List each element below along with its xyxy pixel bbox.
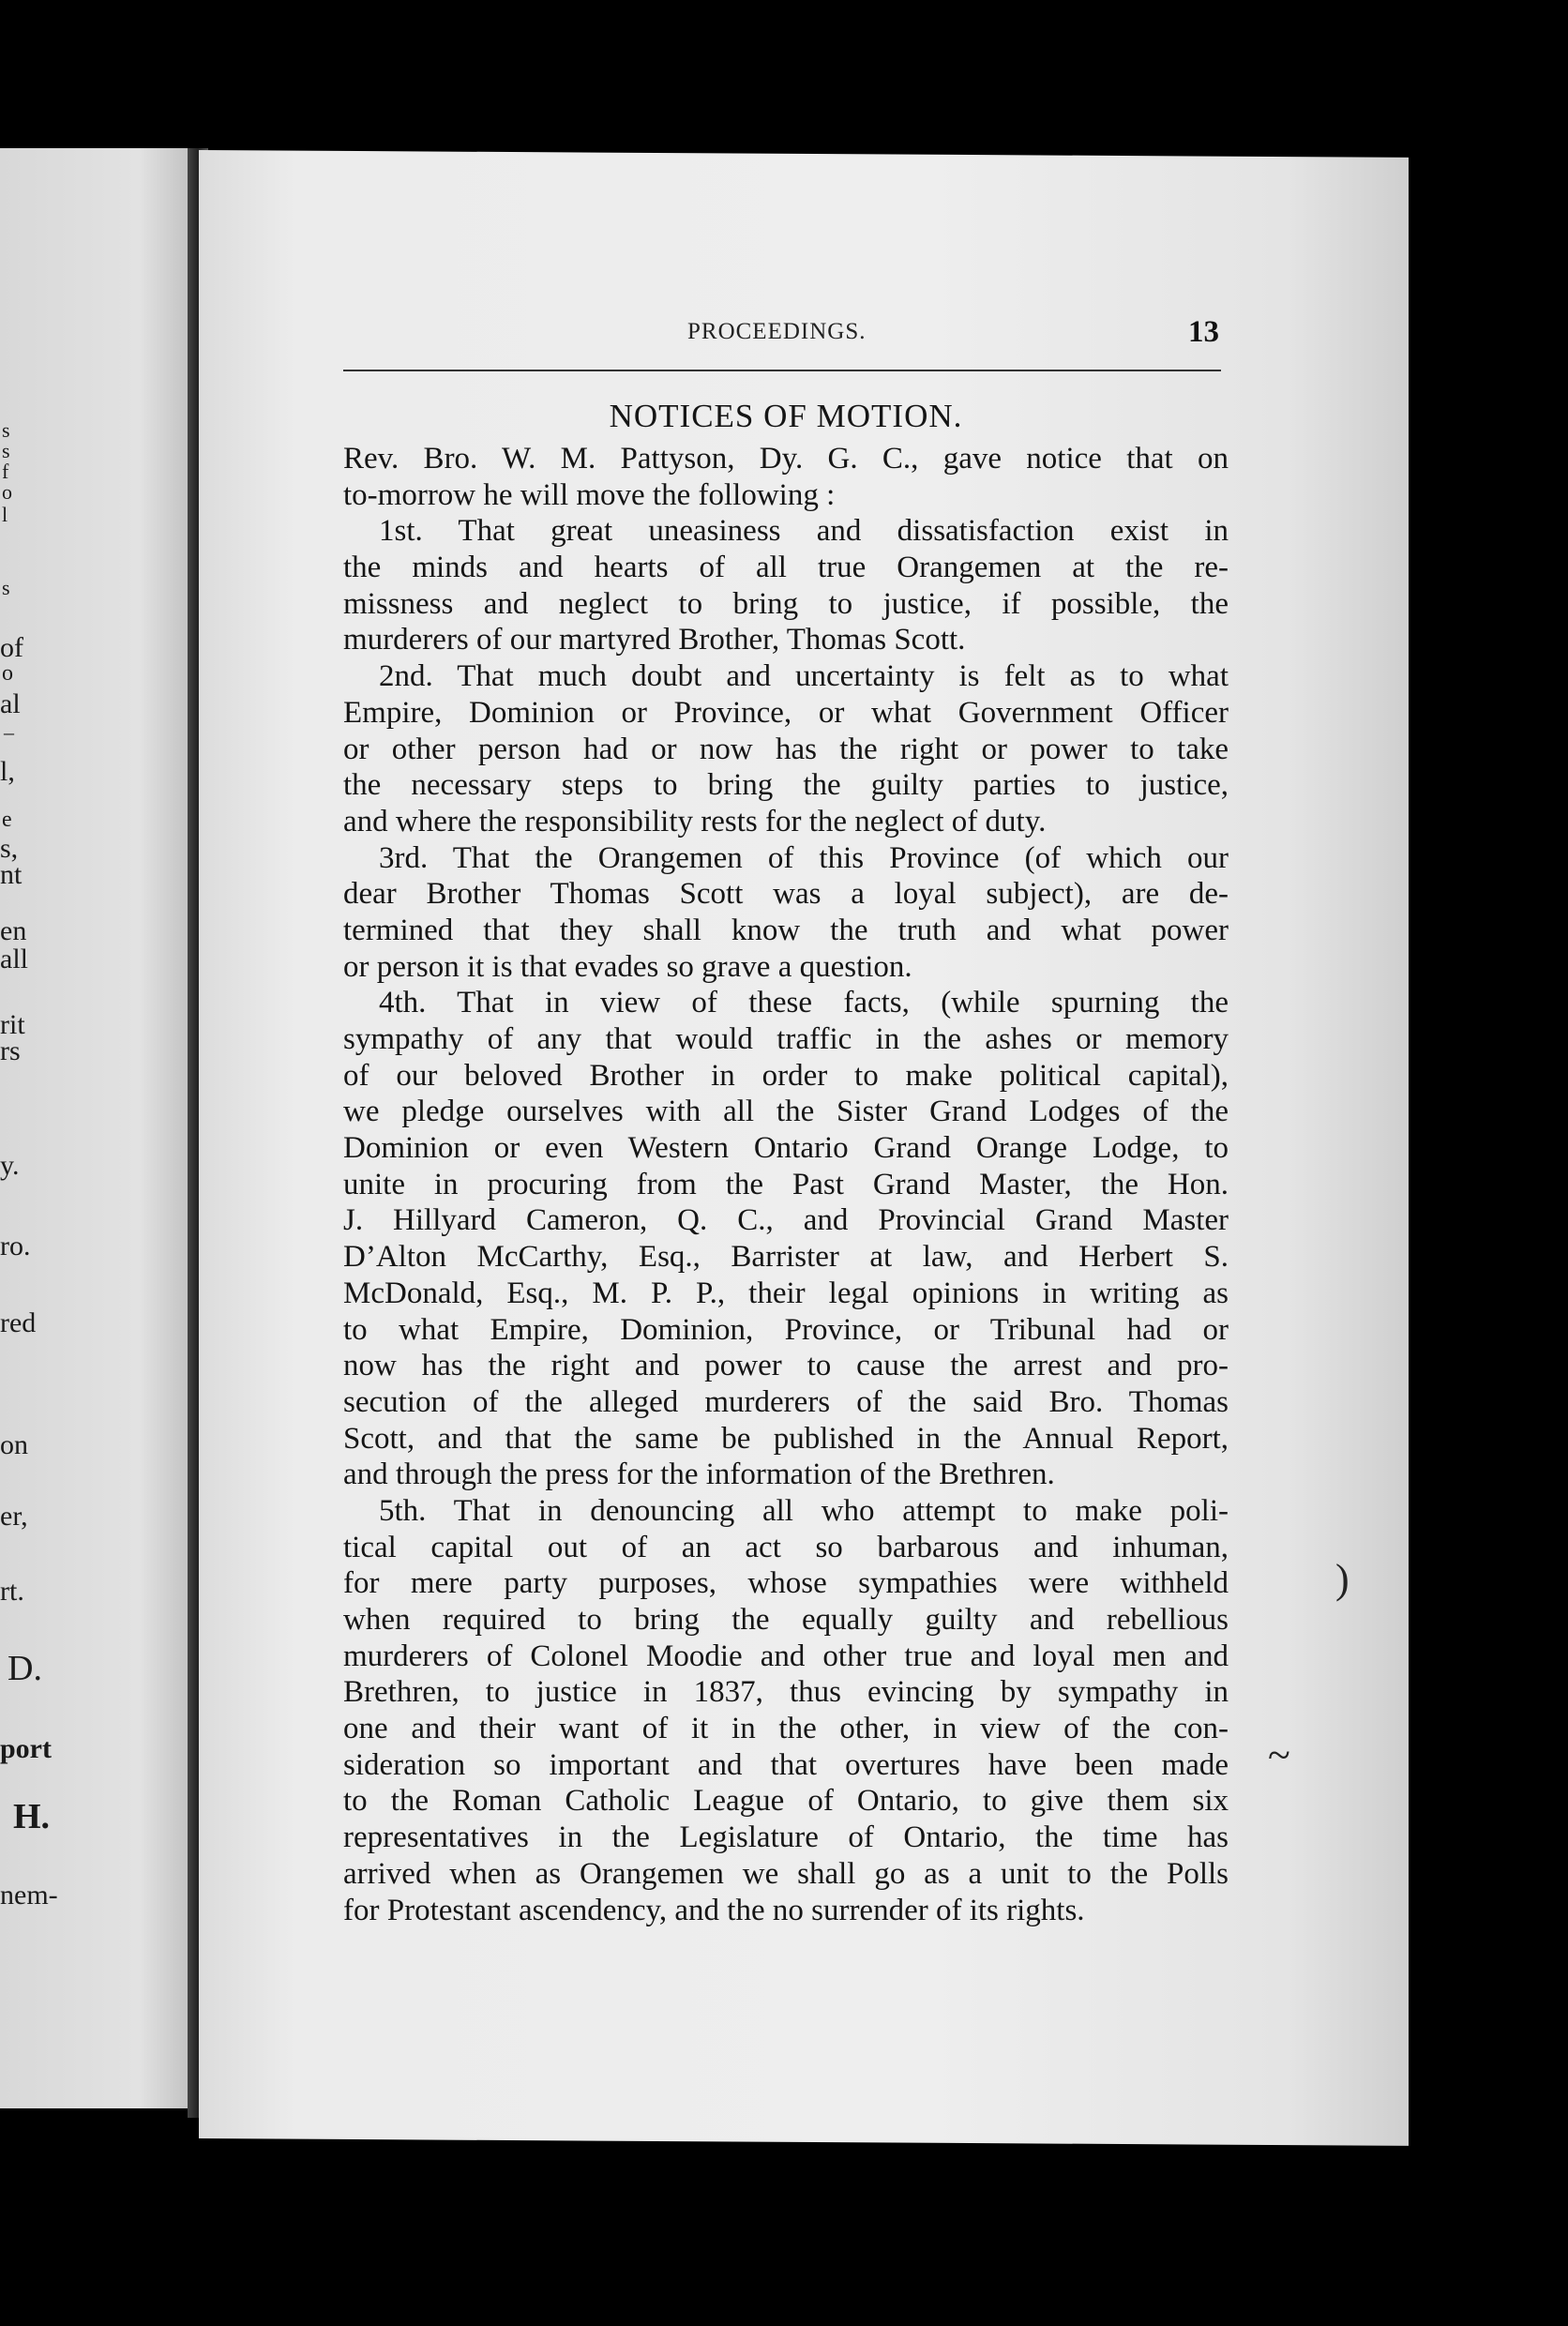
left-facing-page (0, 148, 199, 2108)
text-line: sideration so important and that overtures have been made (343, 1747, 1229, 1782)
text-line: when required to bring the equally guilty and rebellious (343, 1603, 1229, 1637)
text-line: termined that they shall know the truth and what power (343, 913, 1229, 947)
text-line: 4th. That in view of these facts, (while spurning the (379, 986, 1229, 1020)
text-line: representatives in the Legislature of Ontario, the time has (343, 1820, 1229, 1855)
left-page-fragment: – (4, 720, 14, 744)
text-line: J. Hillyard Cameron, Q. C., and Provincial Grand Master (343, 1203, 1229, 1238)
text-line: 1st. That great uneasiness and dissatisfaction exist in (379, 514, 1229, 549)
text-line: murderers of Colonel Moodie and other true and loyal men and (343, 1639, 1229, 1673)
left-page-fragment: al (0, 688, 21, 719)
body-text (343, 441, 1229, 1928)
left-page-fragment: rs (0, 1035, 21, 1066)
paragraph (343, 513, 1229, 658)
text-line: tical capital out of an act so barbarous and inhuman, (343, 1530, 1229, 1564)
text-line: to-morrow he will move the following : (343, 477, 836, 512)
text-line: Scott, and that the same be published in the Annual Report, (343, 1421, 1229, 1456)
left-page-fragment: s (2, 439, 10, 462)
margin-pencil-mark: ~ (1268, 1732, 1290, 1778)
left-page-fragment: rt. (0, 1576, 24, 1607)
text-line: the minds and hearts of all true Orangemen at the re- (343, 551, 1229, 585)
text-line: 2nd. That much doubt and uncertainty is felt as to what (379, 659, 1229, 694)
running-header (345, 315, 1227, 353)
left-page-fragment: nem- (0, 1880, 58, 1911)
header-rule (343, 370, 1221, 371)
text-line: 5th. That in denouncing all who attempt to make poli- (379, 1493, 1229, 1528)
left-page-fragment: l (2, 503, 8, 526)
left-page-fragment: s, (0, 833, 19, 864)
text-line: or other person had or now has the right or power to take (343, 732, 1229, 766)
running-title: PROCEEDINGS. (687, 319, 867, 344)
paragraph (343, 985, 1229, 1493)
left-page-fragment: rit (0, 1009, 25, 1040)
left-page-fragment: o (2, 661, 13, 686)
left-page-fragment: o (2, 480, 12, 504)
text-line: we pledge ourselves with all the Sister Grand Lodges of the (343, 1095, 1229, 1129)
left-page-fragment: l, (0, 756, 15, 787)
text-line: missness and neglect to bring to justice, if possible, the (343, 586, 1229, 621)
left-page-fragment: nt (0, 859, 23, 890)
left-page-fragment: s (2, 418, 10, 442)
left-page-fragment: en (0, 915, 27, 946)
text-line: to the Roman Catholic League of Ontario, to give them six (343, 1784, 1229, 1819)
text-line: sympathy of any that would traffic in the ashes or memory (343, 1022, 1229, 1056)
text-line: now has the right and power to cause the arrest and pro- (343, 1349, 1229, 1383)
left-page-fragment: of (0, 632, 23, 663)
text-line: arrived when as Orangemen we shall go as a unit to the Polls (343, 1856, 1229, 1891)
paragraph (343, 441, 1229, 513)
text-line: or person it is that evades so grave a question. (343, 949, 912, 984)
text-line: secution of the alleged murderers of the said Bro. Thomas (343, 1384, 1229, 1419)
text-line: unite in procuring from the Past Grand Master, the Hon. (343, 1167, 1229, 1201)
text-line: dear Brother Thomas Scott was a loyal subject), are de- (343, 877, 1229, 912)
text-line: Dominion or even Western Ontario Grand Orange Lodge, to (343, 1131, 1229, 1166)
left-page-fragment: e (2, 808, 12, 832)
text-line: murderers of our martyred Brother, Thomas Scott. (343, 623, 966, 657)
left-page-fragment: all (0, 944, 28, 974)
left-page-fragment: f (2, 460, 9, 483)
text-line: and through the press for the information of the Brethren. (343, 1458, 1055, 1492)
text-line: Empire, Dominion or Province, or what Government Officer (343, 695, 1229, 730)
text-line: one and their want of it in the other, in view of the con- (343, 1712, 1229, 1746)
margin-pencil-mark: ) (1335, 1556, 1349, 1602)
left-page-fragment: port (0, 1733, 52, 1764)
text-line: for Protestant ascendency, and the no surrender of its rights. (343, 1893, 1085, 1927)
section-title: NOTICES OF MOTION. (609, 398, 963, 434)
text-line: to what Empire, Dominion, Province, or Tribunal had or (343, 1312, 1229, 1347)
text-line: Brethren, to justice in 1837, thus evincing by sympathy in (343, 1675, 1229, 1710)
paragraph (343, 840, 1229, 986)
page-number: 13 (1188, 315, 1219, 349)
paragraph (343, 658, 1229, 839)
text-line: of our beloved Brother in order to make political capital), (343, 1058, 1229, 1093)
paragraph (343, 1493, 1229, 1928)
text-line: McDonald, Esq., M. P. P., their legal opinions in writing as (343, 1276, 1229, 1310)
left-page-fragment: H. (13, 1797, 51, 1836)
left-page-fragment: er, (0, 1501, 28, 1532)
left-page-fragment: s (2, 576, 10, 599)
left-page-fragment: on (0, 1429, 28, 1460)
text-line: D’Alton McCarthy, Esq., Barrister at law, and Herbert S. (343, 1240, 1229, 1275)
left-page-fragment: y. (0, 1150, 20, 1181)
text-line: Rev. Bro. W. M. Pattyson, Dy. G. C., gave notice that on (343, 442, 1229, 476)
text-line: 3rd. That the Orangemen of this Province (of which our (379, 840, 1229, 875)
text-line: the necessary steps to bring the guilty parties to justice, (343, 768, 1229, 803)
text-line: for mere party purposes, whose sympathies were withheld (343, 1566, 1229, 1601)
left-page-fragment: red (0, 1307, 37, 1338)
left-page-fragment: D. (8, 1649, 42, 1688)
text-line: and where the responsibility rests for the neglect of duty. (343, 804, 1047, 838)
left-page-fragment: ro. (0, 1231, 31, 1261)
